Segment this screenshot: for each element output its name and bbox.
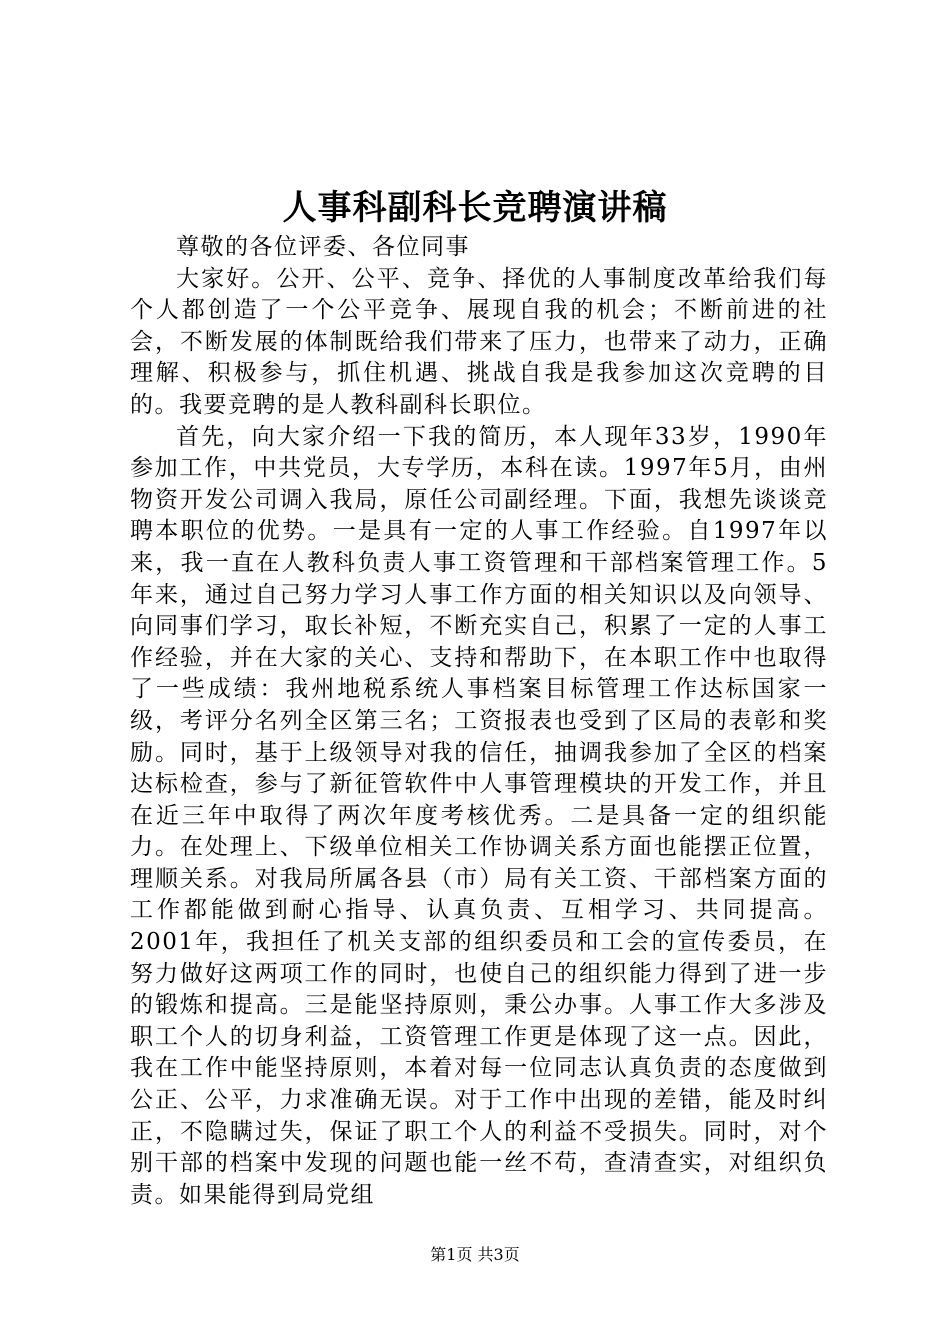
body-paragraph: 大家好。公开、公平、竞争、择优的人事制度改革给我们每个人都创造了一个公平竞争、展现自我的机会；不断前进的社会，不断发展的体制既给我们带来了压力，也带来了动力，正确理解、积极参与，抓住机遇、挑战自我是我参加这次竞聘的目的。我要竞聘的是人教科副科长职位。 <box>130 265 828 418</box>
page-footer: 第1页 共3页 <box>430 1245 520 1264</box>
body-paragraph: 首先，向大家介绍一下我的简历，本人现年33岁，1990年参加工作，中共党员，大专学历，本科在读。1997年5月，由州物资开发公司调入我局，原任公司副经理。下面，我想先谈谈竞聘本职位的优势。一是具有一定的人事工作经验。自1997年以来，我一直在人教科负责人事工资管理和干部档案管理工作。5年来，通过自己努力学习人事工作方面的相关知识以及向领导、向同事们学习，取长补短，不断充实自己，积累了一定的人事工作经验，并在大家的关心、支持和帮助下，在本职工作中也取得了一些成绩：我州地税系统人事档案目标管理工作达标国家一级，考评分名列全区第三名；工资报表也受到了区局的表彰和奖励。同时，基于上级领导对我的信任，抽调我参加了全区的档案达标检查，参与了新征管软件中人事管理模块的开发工作，并且在近三年中取得了两次年度考核优秀。二是具备一定的组织能力。在处理上、下级单位相关工作协调关系方面也能摆正位置，理顺关系。对我局所属各县（市）局有关工资、干部档案方面的工作都能做到耐心指导、认真负责、互相学习、共同提高。2001年，我担任了机关支部的组织委员和工会的宣传委员，在努力做好这两项工作的同时，也使自己的组织能力得到了进一步的锻炼和提高。三是能坚持原则，秉公办事。人事工作大多涉及职工个人的切身利益，工资管理工作更是体现了这一点。因此，我在工作中能坚持原则，本着对每一位同志认真负责的态度做到公正、公平，力求准确无误。对于工作中出现的差错，能及时纠正，不隐瞒过失，保证了职工个人的利益不受损失。同时，对个别干部的档案中发现的问题也能一丝不苟，查清查实，对组织负责。如果能得到局党组 <box>130 423 828 1208</box>
document-body <box>130 232 828 1211</box>
salutation-paragraph: 尊敬的各位评委、各位同事 <box>176 234 470 260</box>
document-title: 人事科副科长竞聘演讲稿 <box>282 188 668 228</box>
